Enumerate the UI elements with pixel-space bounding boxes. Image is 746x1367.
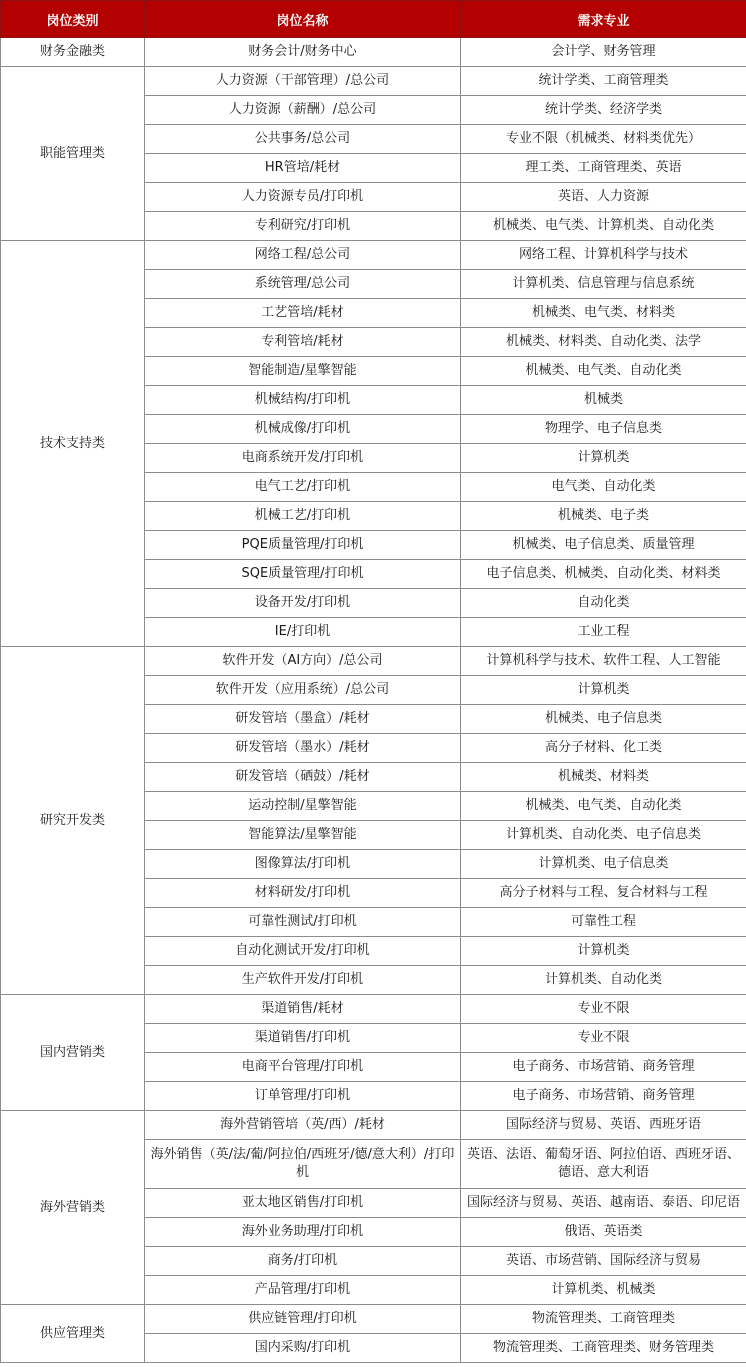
major-cell: 机械类 — [461, 386, 746, 415]
major-cell: 高分子材料、化工类 — [461, 734, 746, 763]
position-cell: 海外业务助理/打印机 — [145, 1218, 461, 1247]
major-cell: 网络工程、计算机科学与技术 — [461, 241, 746, 270]
major-cell: 电子商务、市场营销、商务管理 — [461, 1053, 746, 1082]
major-cell: 计算机类 — [461, 676, 746, 705]
category-cell: 供应管理类 — [1, 1305, 145, 1363]
table-row — [1, 995, 746, 1024]
position-cell: 专利管培/耗材 — [145, 328, 461, 357]
position-cell: 专利研究/打印机 — [145, 212, 461, 241]
table-row — [1, 38, 746, 67]
position-cell: 商务/打印机 — [145, 1247, 461, 1276]
position-cell: 渠道销售/耗材 — [145, 995, 461, 1024]
major-cell: 机械类、材料类、自动化类、法学 — [461, 328, 746, 357]
table-row — [1, 67, 746, 96]
position-cell: 研发管培（墨水）/耗材 — [145, 734, 461, 763]
table-row — [1, 647, 746, 676]
major-cell: 统计学类、经济学类 — [461, 96, 746, 125]
major-cell: 计算机科学与技术、软件工程、人工智能 — [461, 647, 746, 676]
category-cell: 海外营销类 — [1, 1111, 145, 1305]
major-cell: 机械类、材料类 — [461, 763, 746, 792]
header-category: 岗位类别 — [1, 1, 145, 38]
position-cell: 订单管理/打印机 — [145, 1082, 461, 1111]
position-cell: 智能算法/星擎智能 — [145, 821, 461, 850]
major-cell: 电子信息类、机械类、自动化类、材料类 — [461, 560, 746, 589]
category-cell: 技术支持类 — [1, 241, 145, 647]
position-cell: 材料研发/打印机 — [145, 879, 461, 908]
position-cell: IE/打印机 — [145, 618, 461, 647]
position-cell: 人力资源专员/打印机 — [145, 183, 461, 212]
position-cell: 生产软件开发/打印机 — [145, 966, 461, 995]
header-position: 岗位名称 — [145, 1, 461, 38]
major-cell: 电气类、自动化类 — [461, 473, 746, 502]
table-header-row — [1, 1, 746, 38]
position-cell: 电商系统开发/打印机 — [145, 444, 461, 473]
major-cell: 计算机类、自动化类、电子信息类 — [461, 821, 746, 850]
position-cell: 海外销售（英/法/葡/阿拉伯/西班牙/德/意大利）/打印机 — [145, 1140, 461, 1189]
position-cell: 自动化测试开发/打印机 — [145, 937, 461, 966]
major-cell: 电子商务、市场营销、商务管理 — [461, 1082, 746, 1111]
major-cell: 机械类、电气类、计算机类、自动化类 — [461, 212, 746, 241]
position-cell: 可靠性测试/打印机 — [145, 908, 461, 937]
major-cell: 计算机类、机械类 — [461, 1276, 746, 1305]
position-cell: SQE质量管理/打印机 — [145, 560, 461, 589]
table-row — [1, 241, 746, 270]
major-cell: 物流管理类、工商管理类、财务管理类 — [461, 1334, 746, 1363]
major-cell: 物理学、电子信息类 — [461, 415, 746, 444]
major-cell: 可靠性工程 — [461, 908, 746, 937]
position-cell: 亚太地区销售/打印机 — [145, 1189, 461, 1218]
major-cell: 国际经济与贸易、英语、西班牙语 — [461, 1111, 746, 1140]
table-body — [1, 38, 746, 1363]
major-cell: 自动化类 — [461, 589, 746, 618]
major-cell: 理工类、工商管理类、英语 — [461, 154, 746, 183]
position-cell: 图像算法/打印机 — [145, 850, 461, 879]
position-cell: 国内采购/打印机 — [145, 1334, 461, 1363]
major-cell: 机械类、电子类 — [461, 502, 746, 531]
position-cell: 供应链管理/打印机 — [145, 1305, 461, 1334]
major-cell: 英语、法语、葡萄牙语、阿拉伯语、西班牙语、德语、意大利语 — [461, 1140, 746, 1189]
major-cell: 工业工程 — [461, 618, 746, 647]
position-cell: 人力资源（薪酬）/总公司 — [145, 96, 461, 125]
position-cell: 公共事务/总公司 — [145, 125, 461, 154]
major-cell: 机械类、电子信息类、质量管理 — [461, 531, 746, 560]
position-cell: 产品管理/打印机 — [145, 1276, 461, 1305]
major-cell: 计算机类、电子信息类 — [461, 850, 746, 879]
major-cell: 专业不限（机械类、材料类优先） — [461, 125, 746, 154]
major-cell: 英语、市场营销、国际经济与贸易 — [461, 1247, 746, 1276]
position-cell: 机械结构/打印机 — [145, 386, 461, 415]
position-cell: 电气工艺/打印机 — [145, 473, 461, 502]
position-cell: 机械成像/打印机 — [145, 415, 461, 444]
major-cell: 计算机类、自动化类 — [461, 966, 746, 995]
major-cell: 俄语、英语类 — [461, 1218, 746, 1247]
position-cell: 研发管培（墨盒）/耗材 — [145, 705, 461, 734]
table-row — [1, 1111, 746, 1140]
major-cell: 国际经济与贸易、英语、越南语、泰语、印尼语 — [461, 1189, 746, 1218]
major-cell: 专业不限 — [461, 995, 746, 1024]
major-cell: 英语、人力资源 — [461, 183, 746, 212]
major-cell: 会计学、财务管理 — [461, 38, 746, 67]
position-cell: 机械工艺/打印机 — [145, 502, 461, 531]
position-cell: HR管培/耗材 — [145, 154, 461, 183]
major-cell: 专业不限 — [461, 1024, 746, 1053]
position-cell: 系统管理/总公司 — [145, 270, 461, 299]
position-cell: 研发管培（硒鼓）/耗材 — [145, 763, 461, 792]
major-cell: 机械类、电气类、材料类 — [461, 299, 746, 328]
major-cell: 机械类、电气类、自动化类 — [461, 357, 746, 386]
major-cell: 机械类、电气类、自动化类 — [461, 792, 746, 821]
category-cell: 财务金融类 — [1, 38, 145, 67]
category-cell: 研究开发类 — [1, 647, 145, 995]
position-cell: 渠道销售/打印机 — [145, 1024, 461, 1053]
major-cell: 统计学类、工商管理类 — [461, 67, 746, 96]
major-cell: 计算机类 — [461, 937, 746, 966]
position-cell: 工艺管培/耗材 — [145, 299, 461, 328]
major-cell: 高分子材料与工程、复合材料与工程 — [461, 879, 746, 908]
table-row — [1, 1305, 746, 1334]
position-cell: 电商平台管理/打印机 — [145, 1053, 461, 1082]
position-cell: 软件开发（AI方向）/总公司 — [145, 647, 461, 676]
category-cell: 国内营销类 — [1, 995, 145, 1111]
position-cell: 软件开发（应用系统）/总公司 — [145, 676, 461, 705]
category-cell: 职能管理类 — [1, 67, 145, 241]
position-cell: 网络工程/总公司 — [145, 241, 461, 270]
major-cell: 计算机类、信息管理与信息系统 — [461, 270, 746, 299]
position-cell: 智能制造/星擎智能 — [145, 357, 461, 386]
header-major: 需求专业 — [461, 1, 746, 38]
position-cell: 运动控制/星擎智能 — [145, 792, 461, 821]
major-cell: 机械类、电子信息类 — [461, 705, 746, 734]
major-cell: 物流管理类、工商管理类 — [461, 1305, 746, 1334]
position-cell: 人力资源（干部管理）/总公司 — [145, 67, 461, 96]
position-cell: 设备开发/打印机 — [145, 589, 461, 618]
position-cell: PQE质量管理/打印机 — [145, 531, 461, 560]
position-cell: 海外营销管培（英/西）/耗材 — [145, 1111, 461, 1140]
position-cell: 财务会计/财务中心 — [145, 38, 461, 67]
major-cell: 计算机类 — [461, 444, 746, 473]
